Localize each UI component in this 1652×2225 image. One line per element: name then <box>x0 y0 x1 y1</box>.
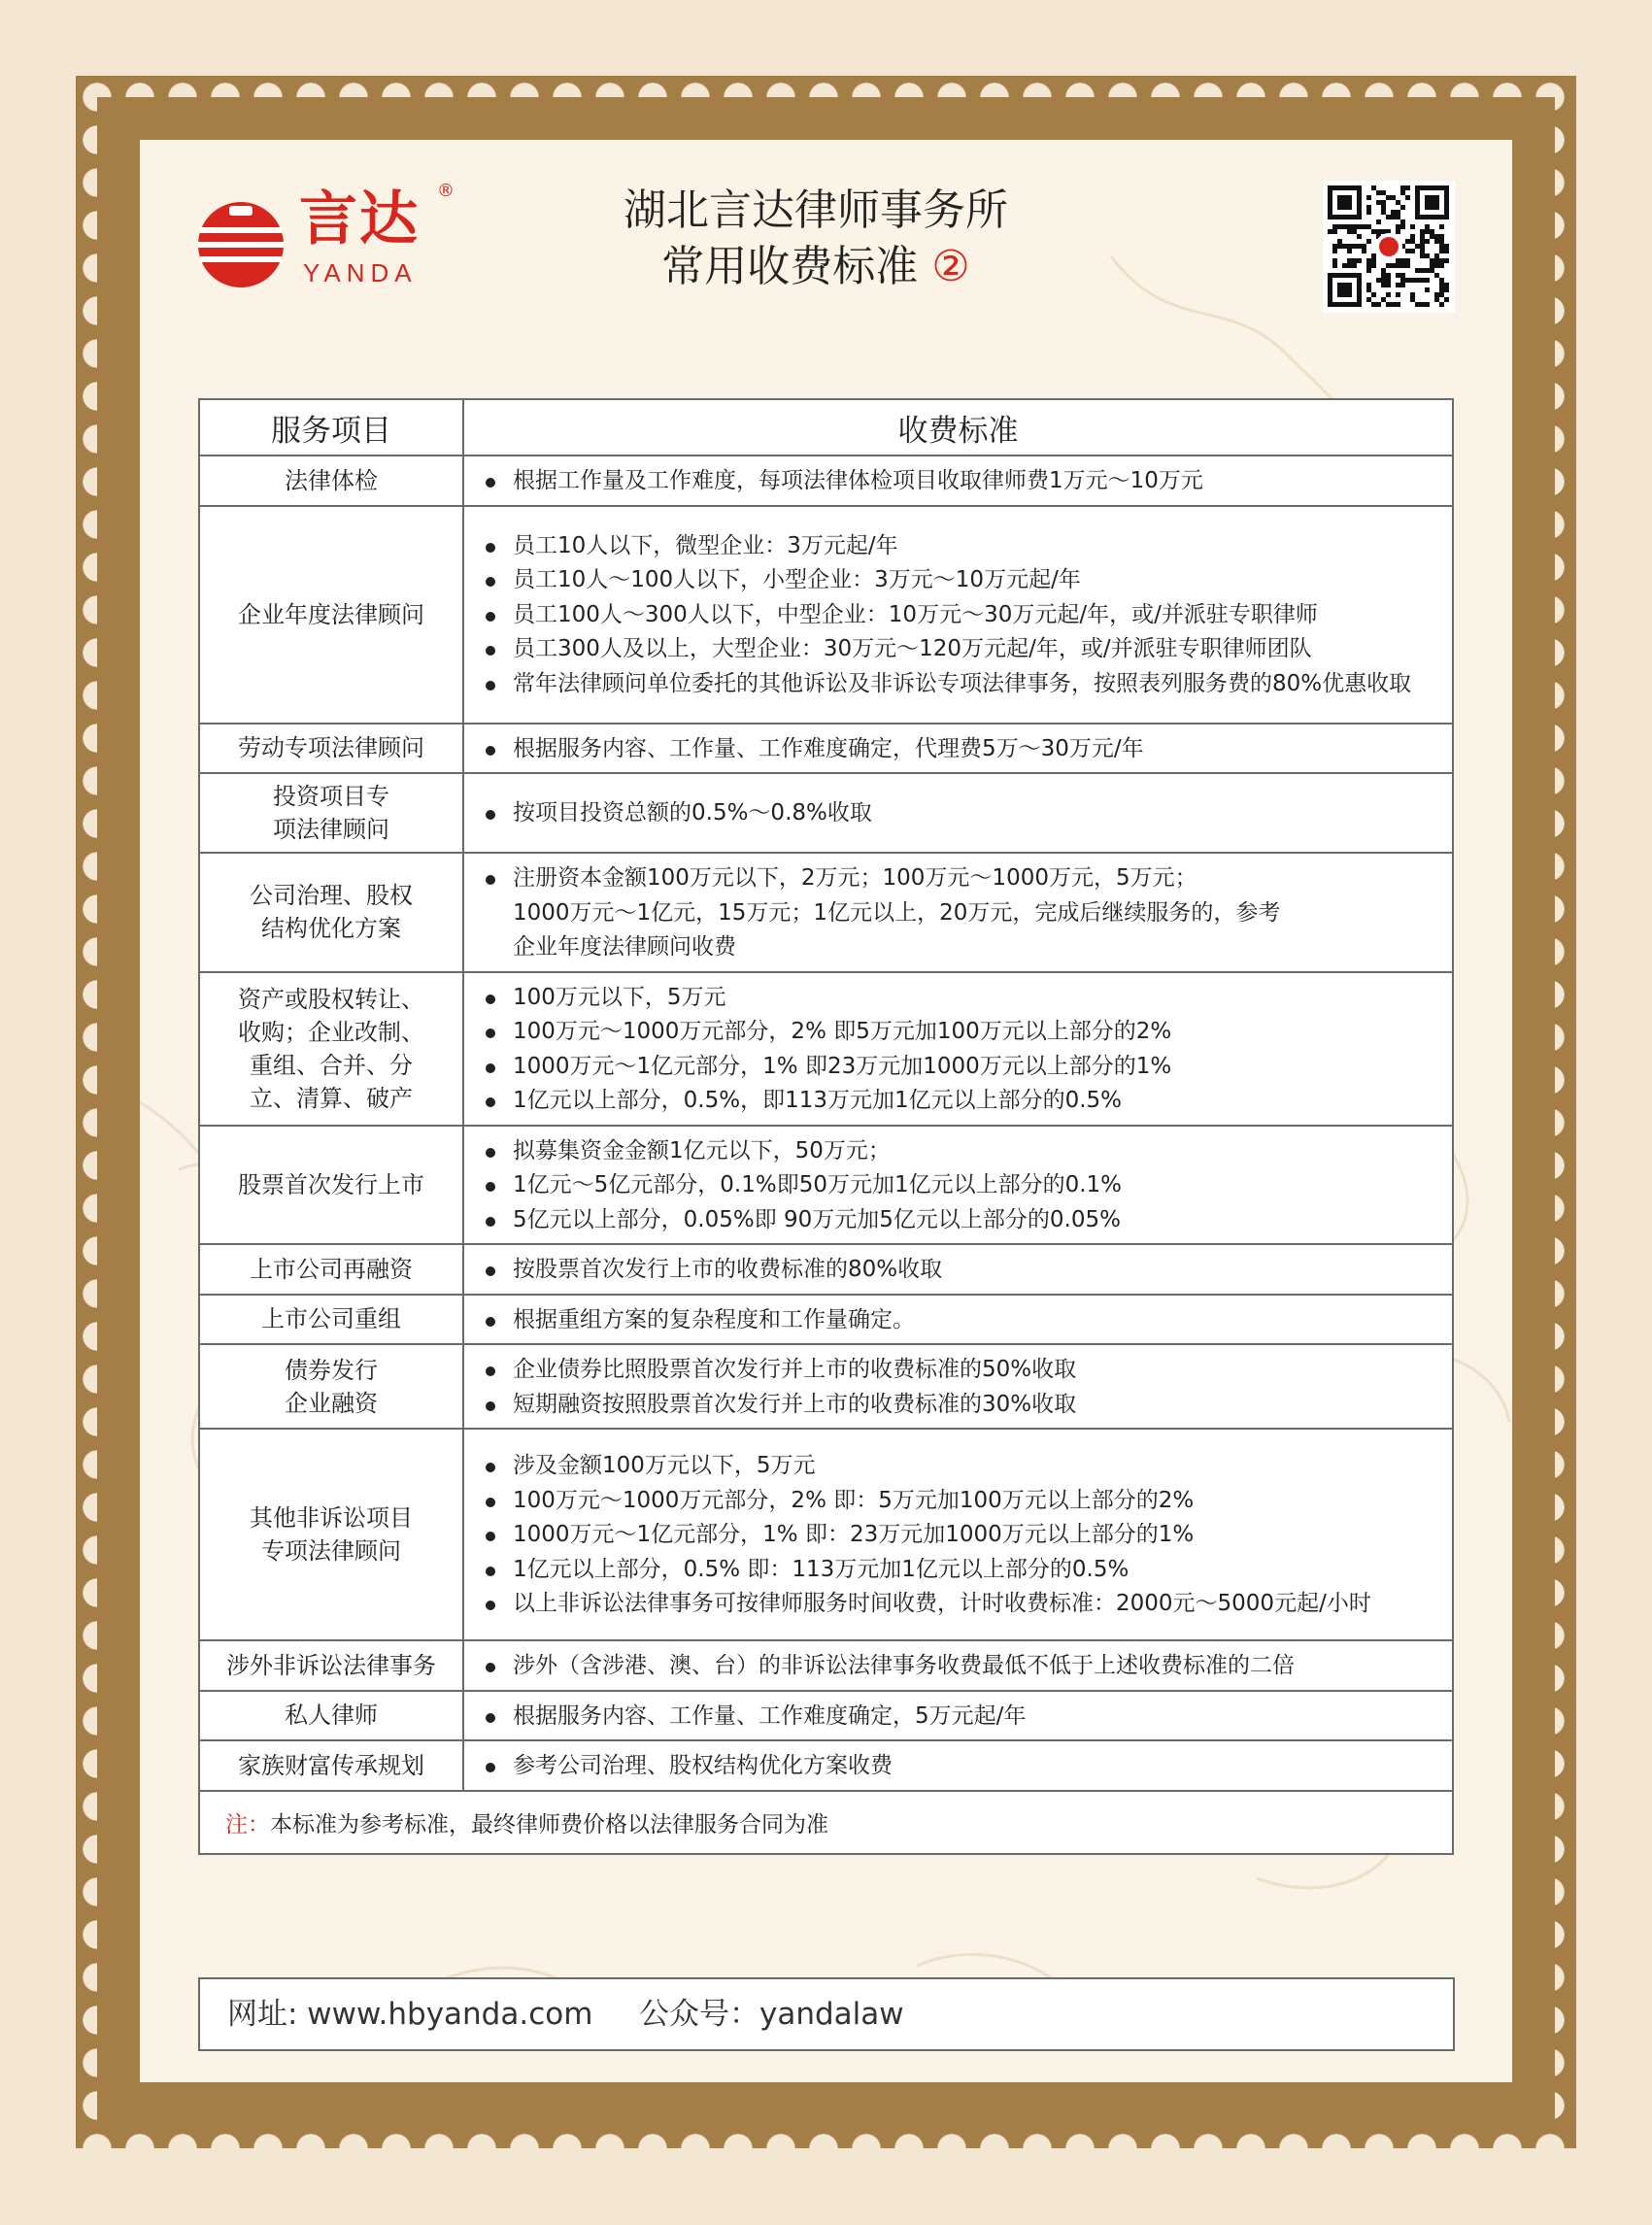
service-cell <box>199 1244 463 1295</box>
service-cell <box>199 1295 463 1345</box>
title-number-marker: ② <box>931 242 970 291</box>
service-cell <box>199 1344 463 1429</box>
service-name-line: 专项法律顾问 <box>261 1537 401 1565</box>
logo-english-text: YANDA <box>303 258 418 287</box>
table-row <box>199 724 1453 774</box>
service-name-line: 重组、合并、分 <box>250 1051 413 1079</box>
yanda-logo <box>194 181 456 301</box>
standard-cell <box>463 1295 1453 1345</box>
standard-cell <box>463 972 1453 1126</box>
standard-item: 短期融资按照股票首次发行并上市的收费标准的30%收取 <box>482 1388 1438 1423</box>
standard-item: 注册资本金额100万元以下，2万元；100万元～1000万元，5万元； <box>482 861 1438 896</box>
standard-list <box>482 1253 1438 1288</box>
title-subtitle <box>544 239 1088 295</box>
website-link[interactable]: 网址: www.hbyanda.com <box>227 1997 593 2032</box>
service-name-line: 立、清算、破产 <box>250 1084 413 1112</box>
standard-list <box>482 796 1438 831</box>
service-cell <box>199 853 463 972</box>
standard-item: 员工300人及以上，大型企业：30万元～120万元起/年，或/并派驻专职律师团队 <box>482 632 1438 667</box>
wechat-account: 公众号：yandalaw <box>639 1997 904 2032</box>
table-header-row <box>199 399 1453 455</box>
service-name-line: 项法律顾问 <box>273 816 389 843</box>
standard-item: 100万元以下，5万元 <box>482 981 1438 1016</box>
service-name-line: 企业年度法律顾问 <box>238 600 424 628</box>
standard-item: 按股票首次发行上市的收费标准的80%收取 <box>482 1253 1438 1288</box>
standard-list <box>482 1449 1438 1622</box>
standard-cell <box>463 773 1453 853</box>
fee-table-body <box>199 455 1453 1791</box>
standard-item: 以上非诉讼法律事务可按律师服务时间收费，计时收费标准：2000元～5000元起/小时 <box>482 1587 1438 1622</box>
note-row <box>199 1791 1453 1854</box>
table-row <box>199 1640 1453 1691</box>
standard-item: 常年法律顾问单位委托的其他诉讼及非诉讼专项法律事务，按照表列服务费的80%优惠收取 <box>482 667 1438 702</box>
service-name-line: 收购；企业改制、 <box>238 1018 424 1046</box>
standard-cell <box>463 1740 1453 1791</box>
note-cell <box>199 1791 1453 1854</box>
service-name-line: 股票首次发行上市 <box>238 1170 424 1198</box>
table-row <box>199 455 1453 506</box>
standard-item: 1亿元以上部分，0.5% 即：113万元加1亿元以上部分的0.5% <box>482 1553 1438 1588</box>
standard-item: 涉及金额100万元以下，5万元 <box>482 1449 1438 1484</box>
service-name-line: 资产或股权转让、 <box>238 985 424 1013</box>
standard-item: 1000万元～1亿元部分，1% 即23万元加1000万元以上部分的1% <box>482 1050 1438 1085</box>
page-title <box>544 183 1088 295</box>
table-row <box>199 972 1453 1126</box>
service-cell <box>199 773 463 853</box>
standard-cell <box>463 1429 1453 1640</box>
table-row <box>199 1429 1453 1640</box>
standard-item: 按项目投资总额的0.5%～0.8%收取 <box>482 796 1438 831</box>
standard-item: 企业债券比照股票首次发行并上市的收费标准的50%收取 <box>482 1353 1438 1388</box>
standard-cell <box>463 1126 1453 1245</box>
service-name-line: 私人律师 <box>285 1702 378 1730</box>
service-cell <box>199 506 463 724</box>
standard-item: 1000万元～1亿元部分，1% 即：23万元加1000万元以上部分的1% <box>482 1518 1438 1553</box>
header-service: 服务项目 <box>199 399 463 455</box>
standard-item: 员工10人～100人以下，小型企业：3万元～10万元起/年 <box>482 563 1438 598</box>
service-name-line: 劳动专项法律顾问 <box>238 734 424 762</box>
standard-list <box>482 1134 1438 1238</box>
standard-list <box>482 1700 1438 1735</box>
standard-cell <box>463 1640 1453 1691</box>
service-name-line: 上市公司重组 <box>261 1305 401 1333</box>
standard-item: 企业年度法律顾问收费 <box>513 934 736 960</box>
note-text: 本标准为参考标准，最终律师费价格以法律服务合同为准 <box>270 1811 828 1837</box>
standard-item: 拟募集资金金额1亿元以下，50万元； <box>482 1134 1438 1169</box>
standard-item: 员工10人以下，微型企业：3万元起/年 <box>482 529 1438 564</box>
footer-contact <box>198 1977 1455 2051</box>
standard-cell <box>463 506 1453 724</box>
standard-item: 根据重组方案的复杂程度和工作量确定。 <box>482 1303 1438 1338</box>
standard-item: 根据工作量及工作难度，每项法律体检项目收取律师费1万元～10万元 <box>482 464 1438 499</box>
table-row <box>199 1244 1453 1295</box>
standard-cell <box>463 853 1453 972</box>
service-name-line: 结构优化方案 <box>261 915 401 943</box>
service-name-line: 上市公司再融资 <box>250 1255 413 1283</box>
standard-list <box>482 464 1438 499</box>
service-cell <box>199 724 463 774</box>
service-name-line: 公司治理、股权 <box>250 882 413 910</box>
service-name-line: 法律体检 <box>285 466 378 494</box>
standard-list <box>482 981 1438 1119</box>
title-subtitle-text: 常用收费标准 <box>661 242 919 291</box>
service-name-line: 债券发行 <box>285 1356 378 1384</box>
registered-mark: ® <box>437 181 455 201</box>
standard-cell <box>463 724 1453 774</box>
service-cell <box>199 1691 463 1741</box>
yanda-emblem-icon <box>194 198 287 291</box>
standard-item: 员工100人～300人以下，中型企业：10万元～30万元起/年，或/并派驻专职律师 <box>482 598 1438 633</box>
standard-list <box>482 529 1438 702</box>
standard-cell <box>463 1344 1453 1429</box>
standard-item: 5亿元以上部分，0.05%即 90万元加5亿元以上部分的0.05% <box>482 1203 1438 1238</box>
standard-cell <box>463 1244 1453 1295</box>
standard-list <box>482 1649 1438 1684</box>
standard-item: 1000万元～1亿元，15万元；1亿元以上，20万元，完成后继续服务的，参考 <box>513 899 1281 926</box>
standard-item: 根据服务内容、工作量、工作难度确定，5万元起/年 <box>482 1700 1438 1735</box>
standard-item: 1亿元～5亿元部分，0.1%即50万元加1亿元以上部分的0.1% <box>482 1168 1438 1203</box>
title-firm-name: 湖北言达律师事务所 <box>624 185 1008 235</box>
qr-code-graphic <box>1323 181 1455 313</box>
standard-item: 100万元～1000万元部分，2% 即：5万元加100万元以上部分的2% <box>482 1484 1438 1519</box>
table-row <box>199 853 1453 972</box>
table-row <box>199 1691 1453 1741</box>
table-row <box>199 1344 1453 1429</box>
standard-item: 根据服务内容、工作量、工作难度确定，代理费5万～30万元/年 <box>482 732 1438 767</box>
standard-item: 参考公司治理、股权结构优化方案收费 <box>482 1749 1438 1784</box>
service-cell <box>199 972 463 1126</box>
standard-list <box>482 732 1438 767</box>
standard-cell <box>463 1691 1453 1741</box>
service-cell <box>199 455 463 506</box>
service-cell <box>199 1740 463 1791</box>
qr-code-icon <box>1323 181 1455 313</box>
standard-cell <box>463 455 1453 506</box>
service-name-line: 投资项目专 <box>273 783 389 810</box>
standard-list <box>482 861 1438 965</box>
fee-table <box>198 398 1454 1855</box>
table-row <box>199 773 1453 853</box>
logo-chinese-text: 言达 <box>299 185 420 253</box>
table-row <box>199 506 1453 724</box>
service-name-line: 涉外非诉讼法律事务 <box>226 1651 436 1679</box>
standard-item: 100万元～1000万元部分，2% 即5万元加100万元以上部分的2% <box>482 1015 1438 1050</box>
service-name-line: 企业融资 <box>285 1389 378 1417</box>
table-row <box>199 1126 1453 1245</box>
note-label: 注： <box>225 1811 270 1837</box>
service-cell <box>199 1429 463 1640</box>
service-cell <box>199 1126 463 1245</box>
service-name-line: 其他非诉讼项目 <box>250 1504 413 1532</box>
standard-item: 1亿元以上部分，0.5%，即113万元加1亿元以上部分的0.5% <box>482 1084 1438 1119</box>
table-row <box>199 1295 1453 1345</box>
standard-list <box>482 1303 1438 1338</box>
service-cell <box>199 1640 463 1691</box>
table-row <box>199 1740 1453 1791</box>
header-standard: 收费标准 <box>463 399 1453 455</box>
standard-list <box>482 1353 1438 1422</box>
standard-list <box>482 1749 1438 1784</box>
standard-item: 涉外（含涉港、澳、台）的非诉讼法律事务收费最低不低于上述收费标准的二倍 <box>482 1649 1438 1684</box>
service-name-line: 家族财富传承规划 <box>238 1751 424 1779</box>
